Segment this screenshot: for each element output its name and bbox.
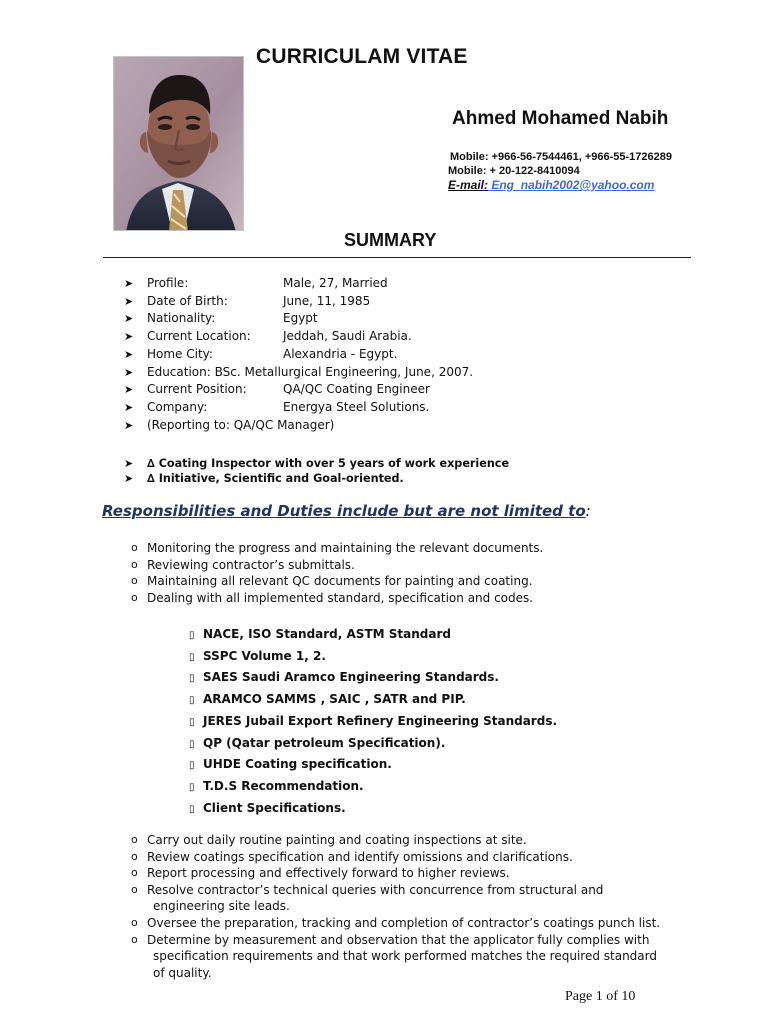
arrowhead-bullet-icon: ➤ (124, 312, 134, 326)
missing-glyph-box-icon: ▯ (189, 695, 195, 707)
highlight-item (124, 472, 509, 487)
duty-item (131, 557, 543, 574)
page-number: Page 1 of 10 (565, 989, 636, 1004)
summary-item-profile (124, 275, 473, 293)
standard-text: ARAMCO SAMMS , SAIC , SATR and PIP. (203, 692, 466, 707)
highlight-text: ∆ Initiative, Scientific and Goal-oriented. (147, 471, 404, 485)
duty-text: Maintaining all relevant QC documents for painting and coating. (147, 574, 533, 589)
standard-item (189, 776, 557, 798)
summary-divider (103, 257, 691, 258)
portrait-image (114, 57, 244, 231)
responsibilities-top-list (131, 540, 543, 606)
arrowhead-bullet-icon: ➤ (124, 347, 134, 361)
duty-text: Reviewing contractor’s submittals. (147, 557, 355, 572)
summary-label: Current Location: (147, 329, 251, 344)
summary-item-company (124, 399, 473, 417)
arrowhead-bullet-icon: ➤ (124, 457, 134, 470)
standard-item (189, 754, 557, 776)
highlight-text: ∆ Coating Inspector with over 5 years of work experience (147, 457, 510, 470)
duty-text: Oversee the preparation, tracking and completion of contractor’s coatings punch list. (147, 915, 661, 930)
circle-bullet-icon: o (131, 557, 138, 571)
summary-item-reporting (124, 417, 473, 435)
circle-bullet-icon: o (131, 833, 138, 846)
summary-item-home-city (124, 346, 473, 364)
arrowhead-bullet-icon: ➤ (124, 418, 134, 432)
duty-item (131, 590, 543, 607)
summary-heading: SUMMARY (344, 230, 437, 250)
email-label: E-mail: (448, 178, 489, 192)
duty-continuation: specification requirements and that work performed matches the required standard (153, 949, 657, 964)
circle-bullet-icon: o (131, 541, 138, 554)
duty-item (131, 540, 543, 557)
responsibilities-bottom-list (131, 832, 660, 981)
standard-item (189, 711, 557, 733)
standard-item (189, 733, 557, 755)
standard-text: UHDE Coating specification. (203, 757, 392, 772)
standard-text: Client Specifications. (203, 800, 346, 815)
standard-text: SSPC Volume 1, 2. (203, 648, 326, 663)
missing-glyph-box-icon: ▯ (189, 651, 195, 663)
standard-item (189, 798, 557, 820)
standard-text: QP (Qatar petroleum Specification). (203, 735, 446, 750)
duty-item (131, 932, 660, 949)
summary-label: Current Position: (147, 382, 247, 397)
summary-item-date-of-birth (124, 293, 473, 311)
standard-item (189, 646, 557, 668)
summary-item-education (124, 364, 473, 382)
summary-value: QA/QC Coating Engineer (283, 382, 430, 397)
standard-text: T.D.S Recommendation. (203, 778, 364, 793)
duty-item (131, 882, 660, 899)
duty-continuation: engineering site leads. (153, 899, 290, 914)
candidate-name: Ahmed Mohamed Nabih (452, 108, 669, 129)
summary-label: Profile: (147, 276, 189, 290)
mobile-line-2: Mobile: + 20-122-8410094 (448, 165, 580, 177)
summary-label: Date of Birth: (147, 293, 228, 308)
duty-continuation: of quality. (153, 965, 212, 980)
duty-item (131, 573, 543, 590)
email-line (448, 178, 748, 193)
summary-list (124, 275, 473, 434)
standard-text: SAES Saudi Aramco Engineering Standards. (203, 670, 499, 685)
profile-photo (113, 56, 244, 231)
duty-item (131, 865, 660, 882)
missing-glyph-box-icon: ▯ (189, 716, 195, 728)
missing-glyph-box-icon: ▯ (189, 630, 195, 641)
summary-item-current-position (124, 381, 473, 399)
summary-value: Jeddah, Saudi Arabia. (283, 329, 412, 344)
summary-label: Home City: (147, 346, 213, 361)
circle-bullet-icon: o (131, 882, 138, 896)
missing-glyph-box-icon: ▯ (189, 738, 195, 750)
missing-glyph-box-icon: ▯ (189, 803, 195, 815)
duty-text: Dealing with all implemented standard, specification and codes. (147, 590, 534, 605)
responsibilities-colon: : (585, 502, 591, 520)
missing-glyph-box-icon: ▯ (189, 781, 195, 793)
arrowhead-bullet-icon: ➤ (124, 294, 134, 308)
duty-item (131, 849, 660, 866)
duty-text: Carry out daily routine painting and coating inspections at site. (147, 833, 527, 847)
duty-text: Resolve contractor’s technical queries with concurrence from structural and (147, 882, 604, 897)
missing-glyph-box-icon: ▯ (189, 760, 195, 772)
circle-bullet-icon: o (131, 932, 138, 946)
arrowhead-bullet-icon: ➤ (124, 383, 134, 397)
summary-value: Energya Steel Solutions. (283, 399, 430, 414)
standard-item (189, 624, 557, 646)
arrowhead-bullet-icon: ➤ (124, 277, 134, 290)
missing-glyph-box-icon: ▯ (189, 673, 195, 685)
duty-text: Determine by measurement and observation that the applicator fully complies with (147, 932, 650, 947)
standard-text: JERES Jubail Export Refinery Engineering Standards. (203, 713, 558, 728)
duty-text: Monitoring the progress and maintaining the relevant documents. (147, 541, 544, 555)
experience-highlights (124, 457, 509, 486)
summary-label: Company: (147, 399, 208, 414)
summary-value: June, 11, 1985 (283, 293, 371, 308)
mobile-line-1: Mobile: +966-56-7544461, +966-55-1726289 (450, 151, 672, 163)
summary-value: Male, 27, Married (283, 276, 388, 290)
summary-label: (Reporting to: QA/QC Manager) (147, 417, 335, 432)
standard-item (189, 689, 557, 711)
standard-text: NACE, ISO Standard, ASTM Standard (203, 627, 451, 641)
duty-item (131, 915, 660, 932)
duty-item (131, 832, 660, 849)
summary-value: Alexandria - Egypt. (283, 346, 398, 361)
summary-item-current-location (124, 328, 473, 346)
circle-bullet-icon: o (131, 915, 138, 929)
summary-label: Education: BSc. Metallurgical Engineering, June, 2007. (147, 364, 474, 379)
duty-text: Review coatings specification and identify omissions and clarifications. (147, 849, 573, 864)
summary-item-nationality (124, 310, 473, 328)
standards-list (189, 624, 557, 819)
circle-bullet-icon: o (131, 574, 138, 588)
arrowhead-bullet-icon: ➤ (124, 471, 134, 485)
arrowhead-bullet-icon: ➤ (124, 365, 134, 379)
circle-bullet-icon: o (131, 849, 138, 863)
contact-block (448, 150, 748, 193)
summary-label: Nationality: (147, 311, 216, 326)
document-title: CURRICULAM VITAE (256, 45, 468, 68)
email-link[interactable]: Eng_nabih2002@yahoo.com (488, 178, 655, 192)
standard-item (189, 667, 557, 689)
circle-bullet-icon: o (131, 590, 138, 604)
highlight-item (124, 457, 509, 472)
circle-bullet-icon: o (131, 866, 138, 880)
arrowhead-bullet-icon: ➤ (124, 400, 134, 414)
duty-text: Report processing and effectively forward to higher reviews. (147, 866, 510, 881)
responsibilities-heading (102, 502, 591, 520)
arrowhead-bullet-icon: ➤ (124, 330, 134, 344)
responsibilities-heading-text: Responsibilities and Duties include but are not limited to (102, 502, 586, 520)
summary-value: Egypt (283, 311, 318, 326)
